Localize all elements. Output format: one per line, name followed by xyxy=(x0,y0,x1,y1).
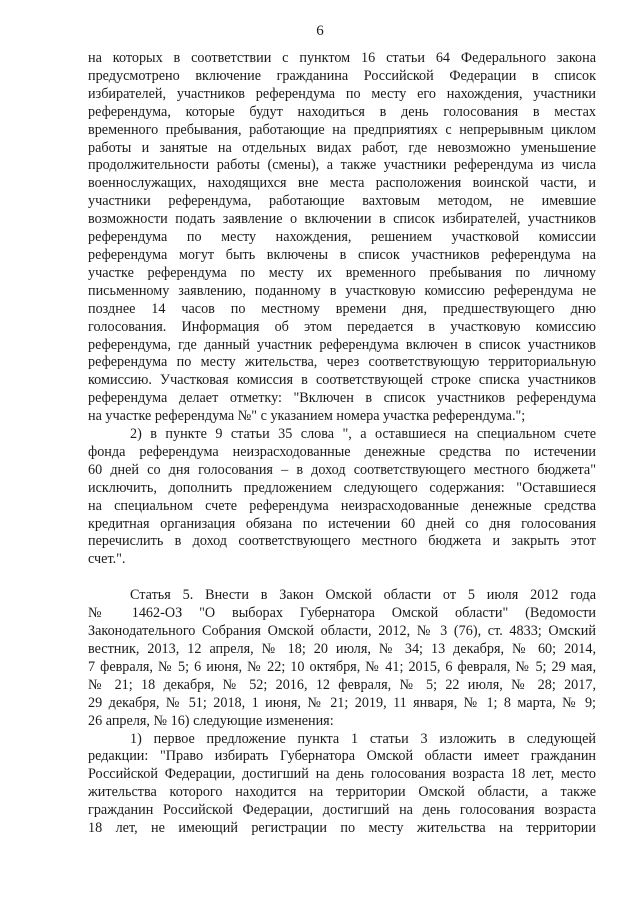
text-line: 1) первое предложение пункта 1 статьи 3 изложить в следующей xyxy=(130,730,596,747)
text-line: фонда референдума неизрасходованные денежные средства по истечении xyxy=(88,443,596,460)
text-line: счет.". xyxy=(88,551,126,568)
text-line: на которых в соответствии с пунктом 16 статьи 64 Федерального закона xyxy=(88,50,596,66)
text-line: на специальном счете референдума неизрасходованные денежные средства xyxy=(88,497,596,514)
text-line: референдума делает отметку: "Включен в список участников референдума xyxy=(88,390,596,407)
text-line: позднее 14 часов по местному времени дня, предшествующего дню xyxy=(88,300,596,317)
text-line: участке референдума по месту их временного пребывания по личному xyxy=(88,264,596,281)
text-line: 60 дней со дня голосования – в доход соответствующего местного бюджета" xyxy=(88,461,596,478)
text-line: возможности подать заявление о включении в список избирателей, участников xyxy=(88,211,596,228)
text-line: письменному заявлению, поданному в участковую комиссию референдума не xyxy=(88,282,596,299)
text-line: участники референдума, работающие вахтовым методом, не имевшие xyxy=(88,193,596,210)
text-line: 18 лет, не имеющий регистрации по месту жительства на территории xyxy=(88,820,596,837)
text-line: 7 февраля, № 5; 6 июня, № 22; 10 октября, № 41; 2015, 6 февраля, № 5; 29 мая, xyxy=(88,658,596,675)
text-line: перечислить в доход соответствующего местного бюджета и закрыть этот xyxy=(88,533,596,550)
paragraph xyxy=(88,731,596,838)
text-line: продолжительности работы (смены), а также участники референдума из числа xyxy=(88,157,596,174)
document-body xyxy=(88,50,596,838)
paragraph xyxy=(88,50,596,426)
paragraph-gap xyxy=(88,569,596,587)
page-number: 6 xyxy=(316,23,324,39)
text-line: № 1462-ОЗ "О выборах Губернатора Омской области" (Ведомости xyxy=(88,605,596,622)
text-line: жительства которого находится на территории Омской области, а также xyxy=(88,784,596,801)
text-line: предусмотрено включение гражданина Российской Федерации в список xyxy=(88,67,596,84)
text-line: вестник, 2013, 12 апреля, № 18; 20 июля, № 34; 13 декабря, № 60; 2014, xyxy=(88,641,596,657)
text-line: Статья 5. Внести в Закон Омской области от 5 июля 2012 года xyxy=(130,587,596,604)
text-line: комиссию. Участковая комиссия в соответствующей строке списка участников xyxy=(88,372,596,389)
text-line: голосования. Информация об этом передается в участковую комиссию xyxy=(88,318,596,335)
text-line: военнослужащих, находящихся вне места расположения воинской части, и xyxy=(88,175,596,192)
text-line: 2) в пункте 9 статьи 35 слова ", а оставшиеся на специальном счете xyxy=(130,426,596,443)
text-line: временного пребывания, работающие на предприятиях с непрерывным циклом xyxy=(88,121,596,138)
text-line: 26 апреля, № 16) следующие изменения: xyxy=(88,712,334,729)
paragraph xyxy=(88,426,596,569)
text-line: референдума по месту жительства, через соответствующую территориальную xyxy=(88,354,596,371)
text-line: работы и занятые на отдельных видах работ, где невозможно уменьшение xyxy=(88,139,596,156)
text-line: референдума, где данный участник референдума включен в список участников xyxy=(88,336,596,353)
text-line: избирателей, участников референдума по месту его нахождения, участники xyxy=(88,85,596,102)
text-line: референдума могут быть включены в список участников референдума на xyxy=(88,246,596,263)
text-line: референдума по месту нахождения, решением участковой комиссии xyxy=(88,229,596,246)
text-line: на участке референдума №" с указанием номера участка референдума."; xyxy=(88,408,526,425)
text-line: № 21; 18 декабря, № 52; 2016, 12 февраля, № 5; 22 июля, № 28; 2017, xyxy=(88,676,596,693)
text-line: Российской Федерации, достигший на день голосования возраста 18 лет, место xyxy=(88,766,596,783)
text-line: гражданин Российской Федерации, достигший на день голосования возраста xyxy=(88,802,596,819)
text-line: Законодательного Собрания Омской области, 2012, № 3 (76), ст. 4833; Омский xyxy=(88,623,596,640)
text-line: кредитная организация обязана по истечении 60 дней со дня голосования xyxy=(88,515,596,532)
text-line: редакции: "Право избирать Губернатора Омской области имеет гражданин xyxy=(88,748,596,765)
text-line: исключить, дополнить предложением следующего содержания: "Оставшиеся xyxy=(88,479,596,496)
text-line: референдума, которые будут находиться в день голосования в местах xyxy=(88,103,596,120)
text-line: 29 декабря, № 51; 2018, 1 июня, № 21; 2019, 11 января, № 1; 8 марта, № 9; xyxy=(88,694,596,711)
paragraph xyxy=(88,587,596,730)
